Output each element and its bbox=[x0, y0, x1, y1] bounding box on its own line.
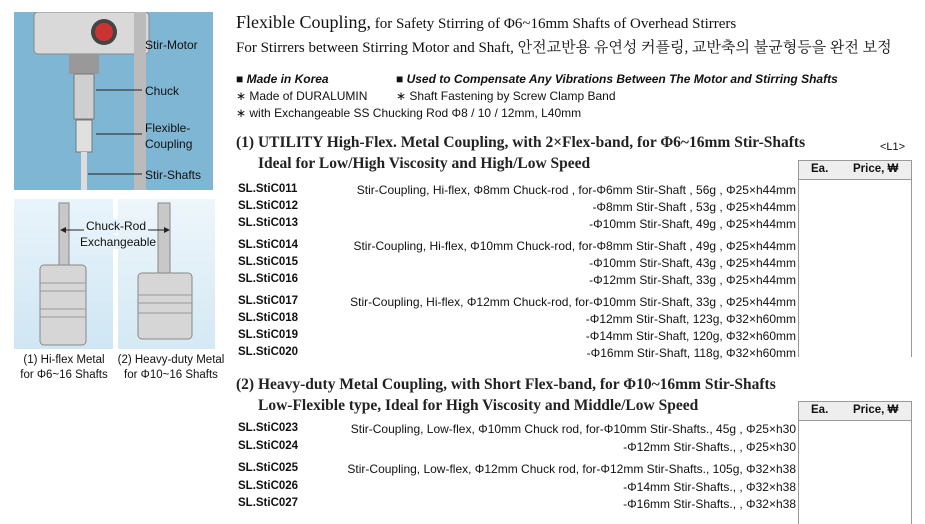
product-code: SL.StiC025 bbox=[238, 462, 299, 474]
product-code: SL.StiC026 bbox=[238, 480, 299, 492]
product-code: SL.StiC014 bbox=[238, 239, 299, 251]
product-description: -Φ12mm Stir-Shafts., , Φ25×h30 bbox=[623, 440, 796, 454]
product-description: -Φ14mm Stir-Shaft, 120g, Φ32×h60mm bbox=[585, 329, 796, 343]
product-code: SL.StiC012 bbox=[238, 200, 299, 212]
label-stir-motor: Stir-Motor bbox=[145, 38, 198, 52]
page-title: Flexible Coupling, for Safety Stirring of Φ6~16mm Shafts of Overhead Stirrers bbox=[236, 12, 737, 32]
product-code: SL.StiC017 bbox=[238, 295, 299, 307]
feature-compensate: ■ Used to Compensate Any Vibrations Between The Motor and Stirring Shafts bbox=[396, 72, 838, 86]
section1-price-border-left bbox=[798, 179, 799, 357]
label-flexible: Flexible- bbox=[145, 121, 191, 135]
page-subtitle: For Stirrers between Stirring Motor and Shaft, 안전교반용 유연성 커플링, 교반축의 불균형등을 완전 보정 bbox=[236, 40, 892, 56]
section1-title: (1) UTILITY High-Flex. Metal Coupling, with 2×Flex-band, for Φ6~16mm Stir-Shafts bbox=[236, 134, 806, 151]
product-description: -Φ12mm Stir-Shaft, 33g , Φ25×h44mm bbox=[589, 273, 796, 287]
product-code: SL.StiC024 bbox=[238, 440, 299, 452]
label-chuck-rod: Chuck-Rod bbox=[86, 219, 147, 233]
section2-title: (2) Heavy-duty Metal Coupling, with Short Flex-band, for Φ10~16mm Stir-Shafts bbox=[236, 376, 776, 393]
caption-hiflex: (1) Hi-flex Metal for Φ6~16 Shafts bbox=[20, 354, 108, 381]
feature-made-in-korea: ■ Made in Korea bbox=[236, 72, 329, 86]
product-code: SL.StiC018 bbox=[238, 312, 299, 324]
product-description: Stir-Coupling, Low-flex, Φ10mm Chuck rod, for-Φ10mm Stir-Shafts., 45g , Φ25×h30 bbox=[350, 422, 796, 436]
label-coupling: Coupling bbox=[145, 137, 193, 151]
product-description: -Φ10mm Stir-Shaft, 49g , Φ25×h44mm bbox=[589, 217, 796, 231]
chuck-rod-arrows bbox=[60, 222, 170, 238]
product-description: Stir-Coupling, Hi-flex, Φ10mm Chuck-rod, for-Φ8mm Stir-Shaft , 49g , Φ25×h44mm bbox=[353, 239, 796, 253]
product-description: -Φ14mm Stir-Shafts., , Φ32×h38 bbox=[623, 480, 796, 494]
product-code: SL.StiC023 bbox=[238, 422, 299, 434]
section1-price-header bbox=[798, 160, 912, 180]
section1-tag: <L1> bbox=[880, 141, 906, 153]
product-description: -Φ16mm Stir-Shaft, 118g, Φ32×h60mm bbox=[586, 346, 796, 360]
product-description: Stir-Coupling, Hi-flex, Φ8mm Chuck-rod , for-Φ6mm Stir-Shaft , 56g , Φ25×h44mm bbox=[356, 183, 796, 197]
col-ea: Ea. bbox=[811, 404, 829, 416]
col-price: Price, ₩ bbox=[853, 163, 899, 175]
col-price: Price, ₩ bbox=[853, 404, 899, 416]
caption-heavyduty: (2) Heavy-duty Metal for Φ10~16 Shafts bbox=[117, 354, 225, 381]
product-description: -Φ12mm Stir-Shaft, 123g, Φ32×h60mm bbox=[585, 312, 796, 326]
product-code: SL.StiC020 bbox=[238, 346, 299, 358]
col-ea: Ea. bbox=[811, 163, 829, 175]
product-description: Stir-Coupling, Hi-flex, Φ12mm Chuck-rod, for-Φ10mm Stir-Shaft, 33g , Φ25×h44mm bbox=[350, 295, 796, 309]
label-stir-shafts: Stir-Shafts bbox=[145, 168, 202, 182]
section1-price-border-right bbox=[911, 179, 912, 357]
note-chucking-rod: ∗ with Exchangeable SS Chucking Rod Φ8 / 10 / 12mm, L40mm bbox=[236, 106, 582, 120]
product-code: SL.StiC016 bbox=[238, 273, 299, 285]
stirrer-photo bbox=[14, 12, 213, 190]
section2-price-header bbox=[798, 401, 912, 421]
product-description: Stir-Coupling, Low-flex, Φ12mm Chuck rod, for-Φ12mm Stir-Shafts., 105g, Φ32×h38 bbox=[347, 462, 796, 476]
note-fastening: ∗ Shaft Fastening by Screw Clamp Band bbox=[396, 89, 616, 103]
label-chuck: Chuck bbox=[145, 84, 180, 98]
product-code: SL.StiC015 bbox=[238, 256, 299, 268]
product-code: SL.StiC011 bbox=[238, 183, 298, 195]
product-description: -Φ10mm Stir-Shaft, 43g , Φ25×h44mm bbox=[589, 256, 796, 270]
label-exchangeable: Exchangeable bbox=[80, 235, 157, 249]
section2-price-border-right bbox=[911, 420, 912, 524]
product-description: -Φ16mm Stir-Shafts., , Φ32×h38 bbox=[623, 497, 796, 511]
section2-subtitle: Low-Flexible type, Ideal for High Viscosity and Middle/Low Speed bbox=[258, 397, 699, 414]
product-code: SL.StiC027 bbox=[238, 497, 299, 509]
product-code: SL.StiC013 bbox=[238, 217, 299, 229]
note-duralumin: ∗ Made of DURALUMIN bbox=[236, 89, 368, 103]
product-code: SL.StiC019 bbox=[238, 329, 299, 341]
section2-price-border-left bbox=[798, 420, 799, 524]
product-description: -Φ8mm Stir-Shaft , 53g , Φ25×h44mm bbox=[592, 200, 796, 214]
section1-subtitle: Ideal for Low/High Viscosity and High/Low Speed bbox=[258, 155, 591, 172]
